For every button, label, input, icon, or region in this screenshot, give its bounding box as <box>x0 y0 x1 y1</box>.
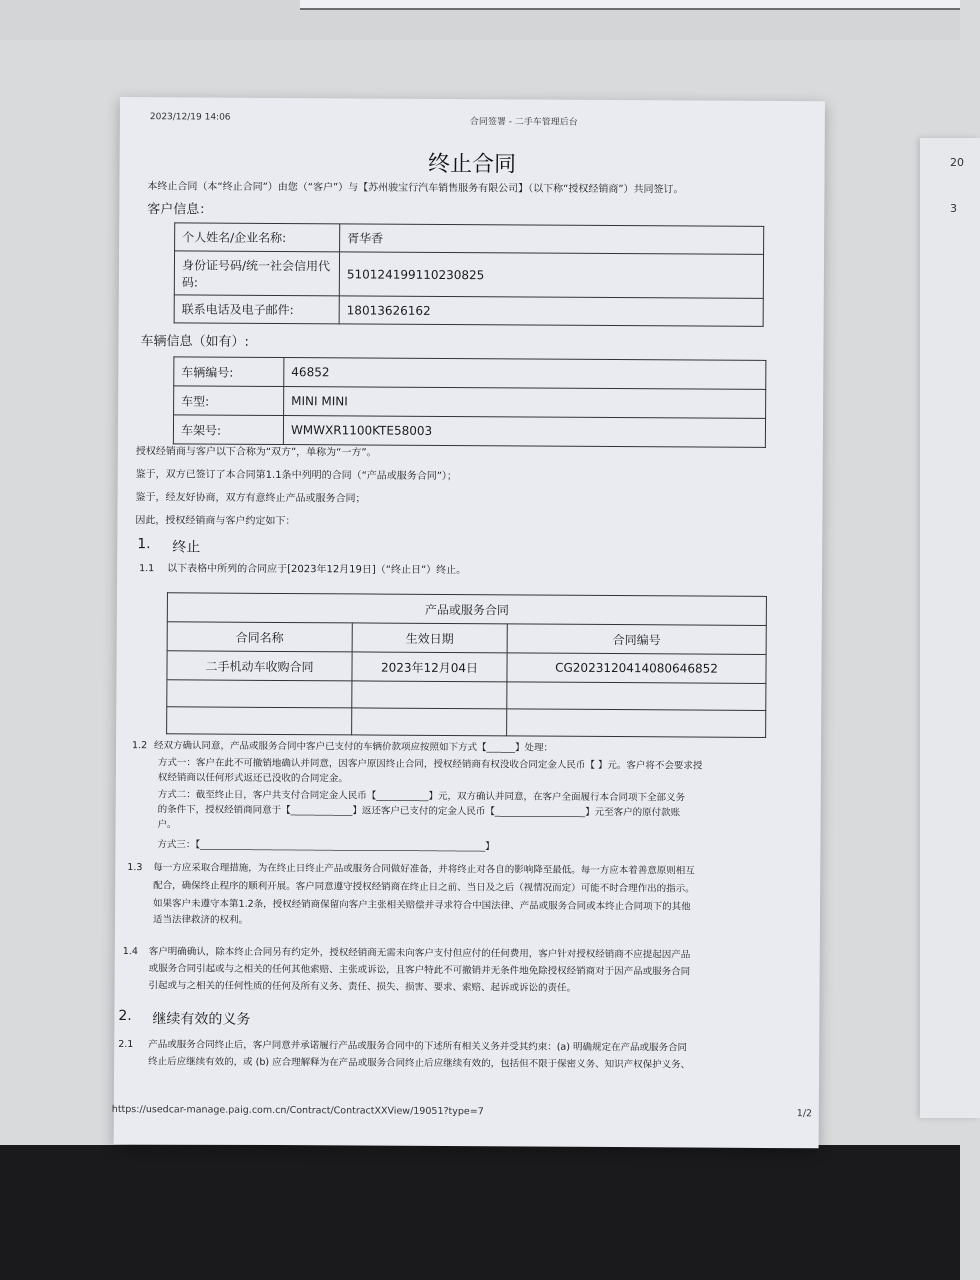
vehicle-label: 车型: <box>174 386 284 416</box>
table-row <box>167 593 766 626</box>
clause-1-2-line: 权经销商以任何形式返还已没收的合同定金。 <box>157 772 348 785</box>
table-row <box>174 386 766 419</box>
clause-1-2-line: 的条件下，授权经销商同意于【_____________】返还客户已支付的定金人民币【___________________】元至客户的原付款账 <box>157 804 681 819</box>
vehicle-table <box>173 356 767 448</box>
recital: 鉴于，双方已签订了本合同第1.1条中列明的合同（“产品或服务合同”）； <box>135 469 457 483</box>
vehicle-label: 车架号: <box>173 415 283 445</box>
empty-cell <box>167 707 352 735</box>
section-2-title: 继续有效的义务 <box>152 1011 251 1028</box>
customer-label: 联系电话及电子邮件: <box>174 295 339 324</box>
background-device-edge <box>300 0 960 10</box>
clause-1-4-line: 客户明确确认，除本终止合同另有约定外，授权经销商无需未向客户支付但应付的任何费用，客户针对授权经销商不应提起因产品 <box>148 946 691 961</box>
contract-table-caption: 产品或服务合同 <box>167 593 766 626</box>
recital: 授权经销商与客户以下合称为“双方”，单称为“一方”。 <box>135 446 377 459</box>
background-top <box>0 0 960 40</box>
clause-1-3-line: 配合，确保终止程序的顺利开展。客户同意遵守授权经销商在终止日之前、当日及之后（视情况而定）可能不时合理作出的指示。 <box>153 880 695 895</box>
clause-1-1: 以下表格中所列的合同应于[2023年12月19日]（“终止日”）终止。 <box>167 563 467 577</box>
clause-1-3-line: 适当法律救济的权利。 <box>152 914 249 926</box>
dark-surface <box>0 1145 960 1280</box>
clause-1-3-line: 每一方应采取合理措施，为在终止日终止产品或服务合同做好准备，并将终止对各自的影响降至最低。每一方应本着善意原则相互 <box>153 862 695 877</box>
clause-number: 1.4 <box>122 946 138 958</box>
vehicle-value: 46852 <box>284 358 766 390</box>
clause-number: 1.3 <box>127 862 143 874</box>
section-1-title: 终止 <box>172 539 201 556</box>
contract-table <box>166 592 767 738</box>
customer-label: 身份证号码/统一社会信用代码: <box>174 251 339 296</box>
print-timestamp: 2023/12/19 14:06 <box>149 112 231 123</box>
column-header: 合同名称 <box>167 622 352 652</box>
contract-number: CG2023120414080646852 <box>507 653 766 684</box>
clause-1-2-line: 经双方确认同意，产品或服务合同中客户已支付的车辆价款项应按照如下方式【______】处理： <box>154 740 554 754</box>
customer-value: 510124199110230825 <box>339 252 763 299</box>
section-1-number: 1. <box>137 536 151 553</box>
contract-date: 2023年12月04日 <box>352 652 507 682</box>
clause-number: 2.1 <box>118 1039 134 1051</box>
clause-1-3-line: 如果客户未遵守本第1.2条，授权经销商保留向客户主张相关赔偿并寻求符合中国法律、产品或服务合同或本终止合同项下的其他 <box>153 898 691 913</box>
printed-page <box>111 97 825 1148</box>
customer-table <box>174 222 765 327</box>
adjacent-page-text: 3 <box>950 202 957 215</box>
clause-2-1-line: 终止后应继续有效的，或 (b) 应合理解释为在产品或服务合同终止后应继续有效的，包括但不限于保密义务、知识产权保护义务、 <box>148 1056 691 1071</box>
print-site-title: 合同签署 - 二手车管理后台 <box>469 117 578 128</box>
vehicle-label: 车辆编号: <box>174 357 284 387</box>
empty-cell <box>352 708 507 736</box>
table-row <box>167 707 766 738</box>
table-row <box>174 251 763 299</box>
table-row <box>173 415 765 448</box>
table-row <box>167 622 766 655</box>
intro-paragraph: 本终止合同（本“终止合同”）由您（“客户”）与【苏州骏宝行汽车销售服务有限公司】（以下称“授权经销商”）共同签订。 <box>147 181 684 196</box>
vehicle-value: WMWXR1100KTE58003 <box>283 416 765 448</box>
clause-1-2-line: 方式一：客户在此不可撤销地确认并同意，因客户原因终止合同，授权经销商有权没收合同定金人民币【 】元。客户将不会要求授 <box>157 757 703 772</box>
clause-1-2-line: 方式二：截至终止日，客户共支付合同定金人民币【___________】元，双方确认并同意，在客户全面履行本合同项下全部义务 <box>157 789 686 804</box>
empty-cell <box>167 680 352 708</box>
table-row <box>175 223 764 255</box>
customer-label: 个人姓名/企业名称: <box>175 223 340 252</box>
vehicle-heading: 车辆信息（如有）: <box>140 334 249 350</box>
adjacent-page <box>920 138 980 1118</box>
table-row <box>167 651 766 684</box>
recital: 鉴于，经友好协商，双方有意终止产品或服务合同； <box>135 492 366 505</box>
clause-1-4-line: 引起或与之相关的任何性质的任何及所有义务、责任、损失、损害、要求、索赔、起诉或诉讼的责任。 <box>148 980 577 994</box>
customer-value: 胥华香 <box>340 224 764 255</box>
empty-cell <box>352 681 507 709</box>
clause-1-4-line: 或服务合同引起或与之相关的任何其他索赔、主张或诉讼，且客户特此不可撤销并无条件地免除授权经销商对于因产品或服务合同 <box>148 963 691 978</box>
adjacent-page-text: 20 <box>950 156 964 169</box>
table-row <box>167 680 766 711</box>
clause-1-2-line: 户。 <box>157 819 177 831</box>
clause-number: 1.2 <box>132 740 148 752</box>
table-row <box>174 295 763 327</box>
clause-2-1-line: 产品或服务合同终止后，客户同意并承诺履行产品或服务合同中的下述所有相关义务并受其约束：(a) 明确规定在产品或服务合同 <box>148 1039 688 1054</box>
table-row <box>174 357 766 390</box>
column-header: 合同编号 <box>507 624 766 655</box>
customer-heading: 客户信息： <box>147 202 213 218</box>
vehicle-value: MINI MINI <box>284 387 766 419</box>
clause-number: 1.1 <box>139 563 155 575</box>
footer-url: https://usedcar-manage.paig.com.cn/Contract/ContractXXView/19051?type=7 <box>111 1103 484 1118</box>
clause-1-2-line: 方式三：【____________________________________________________________】 <box>157 839 495 853</box>
empty-cell <box>507 709 766 738</box>
footer-page-number: 1/2 <box>796 1108 813 1120</box>
customer-value: 18013626162 <box>339 296 763 327</box>
section-2-number: 2. <box>118 1008 132 1025</box>
empty-cell <box>507 682 766 711</box>
recital: 因此，授权经销商与客户约定如下： <box>135 515 296 528</box>
column-header: 生效日期 <box>352 623 507 653</box>
contract-name: 二手机动车收购合同 <box>167 651 352 681</box>
document-title: 终止合同 <box>428 151 517 178</box>
